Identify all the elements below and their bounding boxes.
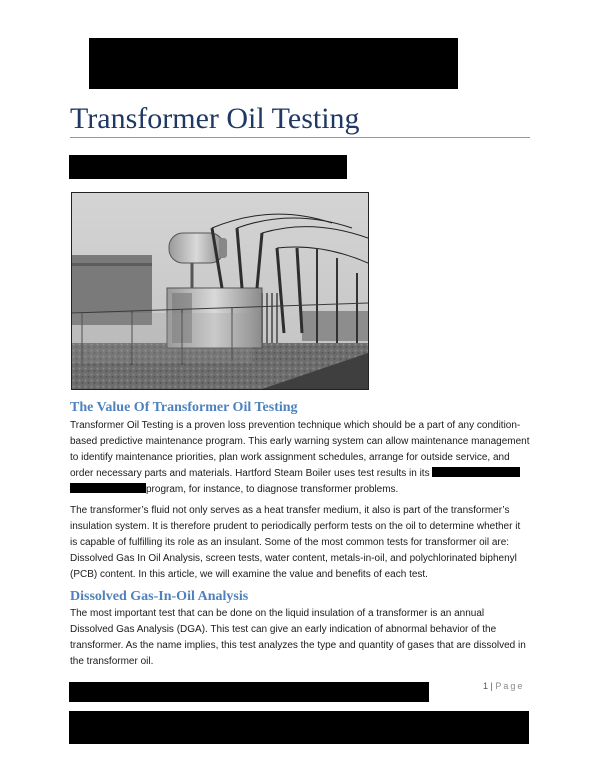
text-line: The most important test that can be done on the liquid insulation of a transformer is an annual [70,608,485,619]
page-number-value: 1 [483,681,489,691]
section-heading-dga: Dissolved Gas-In-Oil Analysis [70,589,249,604]
text-fragment: order necessary parts and materials. Hartford Steam Boiler uses test results in its [70,468,430,479]
page-label: Page [495,681,525,691]
text-line: transformer. As the name implies, this test analyzes the type and quantity of gases that are dissolved in [70,640,526,651]
title-underline [70,137,530,138]
redacted-header-block [89,38,458,89]
text-line-with-redaction [70,482,540,498]
text-line: the transformer oil. [70,656,154,667]
section1-paragraph1 [70,418,540,498]
page-separator: | [490,681,493,691]
redacted-footer-block [69,711,529,744]
text-line-with-redaction [70,466,540,482]
redacted-footer-left [69,682,429,702]
section-heading-value: The Value Of Transformer Oil Testing [70,400,298,415]
text-line: The transformer’s fluid not only serves as a heat transfer medium, it also is part of the transformer’s [70,505,510,516]
text-line: Transformer Oil Testing is a proven loss prevention technique which should be a part of any condition- [70,420,521,431]
text-line: is capable of fulfilling its role as an insulant. Some of the most common tests for transformer oil are: [70,537,510,548]
redacted-subtitle-block [69,155,347,179]
text-line: to identify maintenance priorities, plan work assignment schedules, arrange for outside service, and [70,452,510,463]
text-line: (PCB) content. In this article, we will examine the value and benefits of each test. [70,569,428,580]
page-title: Transformer Oil Testing [70,102,360,135]
redacted-inline-text [432,467,520,477]
text-line: Dissolved Gas Analysis (DGA). This test can give an early indication of abnormal behavior of the [70,624,497,635]
section1-paragraph2 [70,503,540,583]
substation-transformer-photo [71,192,369,390]
text-line: based predictive maintenance program. This early warning system can allow maintenance management [70,436,530,447]
section2-paragraph [70,606,540,670]
page-number [483,681,524,691]
text-line: insulation system. It is therefore prudent to periodically perform tests on the oil to determine whether it [70,521,521,532]
text-line: Dissolved Gas In Oil Analysis, screen tests, water content, metals-in-oil, and polychlorinated biphenyl [70,553,517,564]
text-fragment: program, for instance, to diagnose transformer problems. [146,484,399,495]
redacted-inline-text [70,483,146,493]
